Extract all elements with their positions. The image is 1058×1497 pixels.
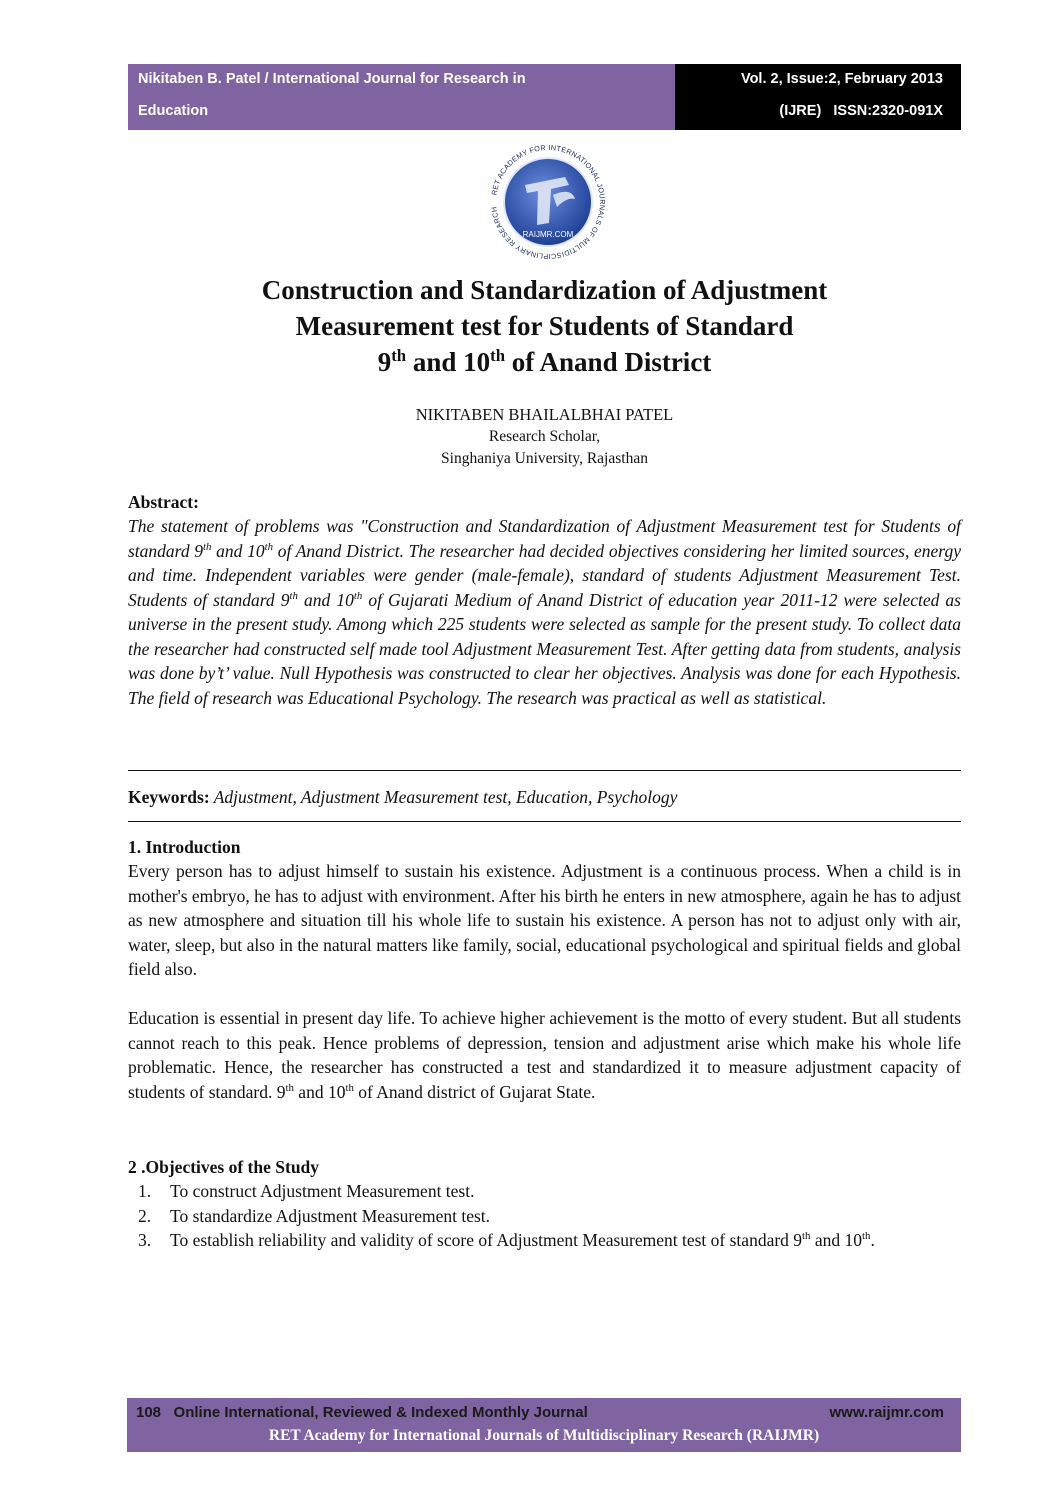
list-item: 1. To construct Adjustment Measurement test. [138, 1181, 475, 1201]
header-author-journal: Nikitaben B. Patel / International Journal for Research in [138, 71, 526, 87]
paper-title [128, 272, 961, 380]
objectives-heading: 2 .Objectives of the Study [128, 1157, 320, 1177]
footer-journal-line [136, 1404, 588, 1421]
title-line-1: Construction and Standardization of Adjustment [261, 275, 828, 305]
introduction-heading: 1. Introduction [128, 837, 241, 857]
title-line-2: Measurement test for Students of Standard [295, 311, 794, 341]
page-number: 108 [136, 1404, 162, 1421]
keywords-label: Keywords: [128, 787, 210, 807]
abstract-heading: Abstract: [128, 492, 199, 512]
journal-footer [127, 1398, 961, 1452]
list-item: 2. To standardize Adjustment Measurement test. [138, 1205, 491, 1226]
divider-bottom [128, 821, 961, 822]
header-volume-issue: Vol. 2, Issue:2, February 2013 [740, 71, 943, 87]
abstract-text: The statement of problems was "Construction and Standardization of Adjustment Measurement test for Students of standard 9th and 10th of Anand District. The researcher had decided objectives considering her limited sources, energy and time. Independent variables were gender (male-female), standard of students Adjustment Measurement Test. Students of standard 9th and 10th of Gujarati Medium of Anand District of education year 2011-12 were selected as universe in the present study. Among which 225 students were selected as sample for the present study. To collect data the researcher had constructed self made tool Adjustment Measurement Test. After getting data from students, analysis was done by’t’ value. Null Hypothesis was constructed to clear her objectives. Analysis was done for each Hypothesis. The field of research was Educational Psychology. The research was practical as well as statistical. [128, 516, 961, 708]
raijmr-logo [483, 137, 613, 267]
author-block [128, 404, 961, 470]
introduction-paragraph-1: Every person has to adjust himself to sustain his existence. Adjustment is a continuous process. When a child is in mother's embryo, he has to adjust with environment. After his birth he enters in new atmosphere, again he has to adjust as new atmosphere and situation till his whole life to sustain his existence. A person has not to adjust only with air, water, sleep, but also in the natural matters like family, social, educational psychological and spiritual fields and global field also. [128, 861, 961, 979]
objectives-list [128, 1179, 1003, 1253]
header-issn: (IJRE) ISSN:2320-091X [779, 103, 943, 119]
logo-center-text: RAIJMR.COM [522, 230, 574, 239]
introduction-paragraph-2: Education is essential in present day life. To achieve higher achievement is the motto of every student. But all students cannot reach to this peak. Hence problems of depression, tension and adjustment arise which make his whole life problematic. Hence, the researcher has constructed a test and standardized it to measure adjustment capacity of students of standard. 9th and 10th of Anand district of Gujarat State. [128, 1008, 961, 1102]
list-item: 3. To establish reliability and validity of score of Adjustment Measurement test of standard 9th and 10th. [138, 1230, 875, 1250]
footer-publisher: RET Academy for International Journals of Multidisciplinary Research (RAIJMR) [268, 1427, 820, 1444]
author-name: NIKITABEN BHAILALBHAI PATEL [415, 405, 674, 424]
keywords [128, 785, 961, 810]
footer-journal-description: Online International, Reviewed & Indexed Monthly Journal [173, 1404, 588, 1421]
divider-top [128, 770, 961, 771]
footer-url[interactable]: www.raijmr.com [829, 1404, 944, 1421]
title-line-3: 9th and 10th of Anand District [377, 346, 712, 377]
header-journal-subject: Education [138, 103, 209, 119]
journal-header-right [675, 64, 961, 130]
journal-header-left [128, 64, 675, 130]
logo-ring-text: RET ACADEMY FOR INTERNATIONAL JOURNALS OF MULTIDISCIPLINARY RESEARCH [489, 142, 608, 262]
author-role: Research Scholar, [488, 428, 601, 445]
keywords-text: Adjustment, Adjustment Measurement test, Education, Psychology [209, 787, 678, 807]
author-affiliation: Singhaniya University, Rajasthan [441, 450, 648, 467]
